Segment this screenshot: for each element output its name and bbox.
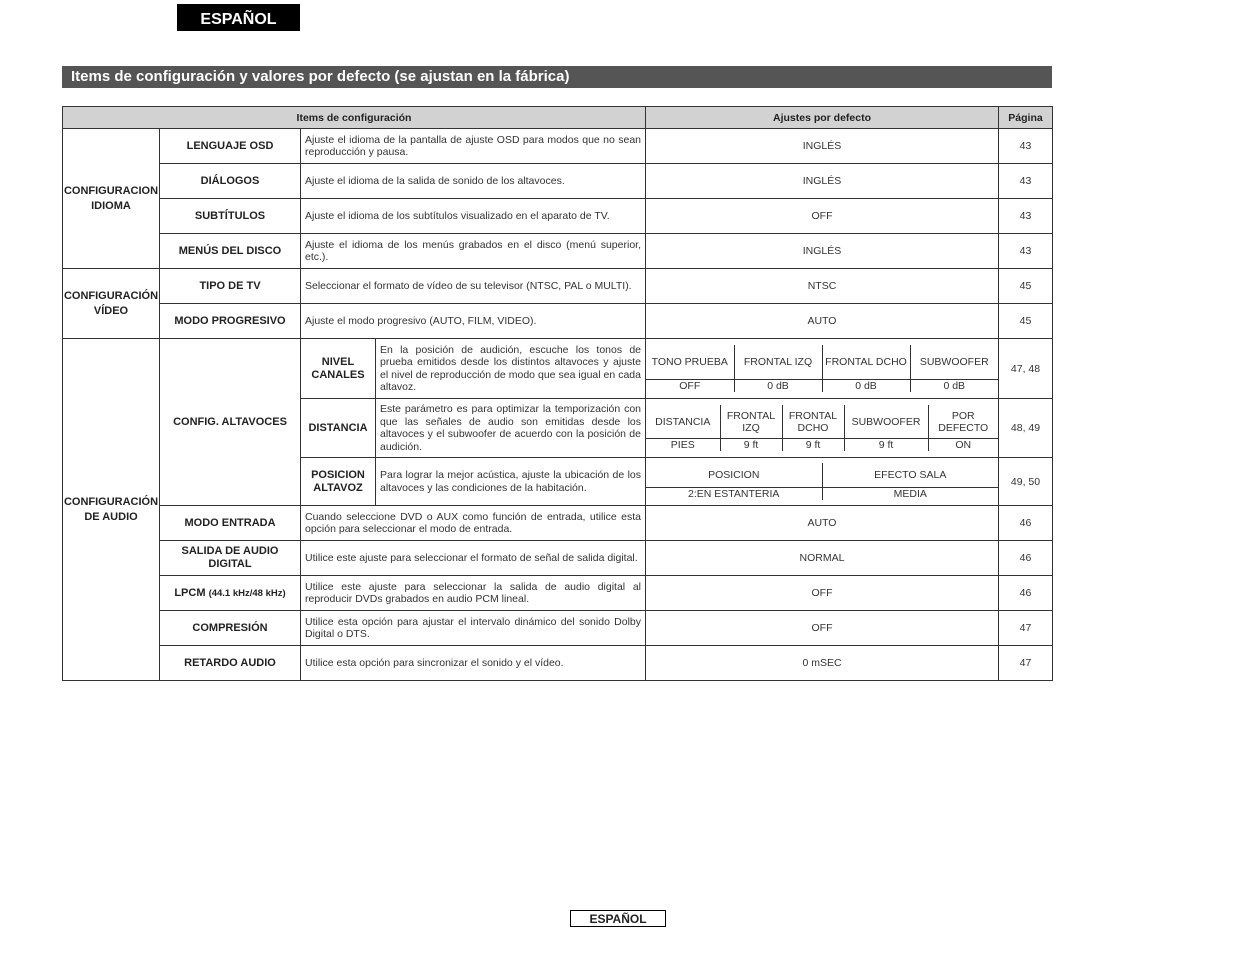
item-description: Utilice esta opción para sincronizar el sonido y el vídeo. (301, 646, 646, 681)
grid-value: 9 ft (720, 438, 782, 451)
table-row (63, 199, 1053, 234)
group-audio: CONFIGURACIÓN DE AUDIO (63, 339, 160, 681)
footer-language-label: ESPAÑOL (570, 910, 666, 927)
item-label: MENÚS DEL DISCO (160, 234, 301, 269)
table-row (63, 269, 1053, 304)
item-label: DIÁLOGOS (160, 164, 301, 199)
item-description: Utilice este ajuste para seleccionar el formato de señal de salida digital. (301, 541, 646, 576)
default-value: NORMAL (646, 541, 999, 576)
header-page: Página (999, 107, 1053, 129)
item-label: SALIDA DE AUDIO DIGITAL (160, 541, 301, 576)
default-value: 0 mSEC (646, 646, 999, 681)
page-ref: 45 (999, 304, 1053, 339)
header-defaults: Ajustes por defecto (646, 107, 999, 129)
page-ref: 47 (999, 611, 1053, 646)
item-description: Seleccionar el formato de vídeo de su televisor (NTSC, PAL o MULTI). (301, 269, 646, 304)
item-label: RETARDO AUDIO (160, 646, 301, 681)
item-label: CONFIG. ALTAVOCES (160, 339, 301, 506)
item-label: LENGUAJE OSD (160, 129, 301, 164)
item-description: Ajuste el idioma de los menús grabados en el disco (menú superior, etc.). (301, 234, 646, 269)
grid-header: FRONTAL DCHO (822, 345, 910, 380)
page-ref: 45 (999, 269, 1053, 304)
grid-header: EFECTO SALA (822, 463, 998, 487)
table-row (63, 576, 1053, 611)
section-title: Items de configuración y valores por defecto (se ajustan en la fábrica) (62, 66, 1052, 88)
grid-value: PIES (646, 438, 720, 451)
page-ref: 46 (999, 541, 1053, 576)
grid-value: ON (955, 438, 972, 451)
table-row (63, 541, 1053, 576)
page-ref: 43 (999, 199, 1053, 234)
grid-header: DISTANCIA (646, 405, 720, 438)
item-description: Utilice esta opción para ajustar el intervalo dinámico del sonido Dolby Digital o DTS. (301, 611, 646, 646)
item-label-main: LPCM (174, 586, 206, 599)
subitem-label: NIVEL CANALES (301, 339, 376, 399)
item-description: Este parámetro es para optimizar la temporización con que las señales de audio son emitidas desde los altavoces y el subwoofer de acuerdo con la posición de audición. (376, 399, 646, 458)
default-values-grid (646, 339, 999, 399)
default-value: AUTO (646, 304, 999, 339)
grid-header: SUBWOOFER (910, 345, 998, 380)
item-label-suffix: (44.1 kHz/48 kHz) (208, 587, 286, 599)
page-ref: 43 (999, 234, 1053, 269)
default-value: INGLÉS (646, 234, 999, 269)
default-values-grid (646, 399, 999, 458)
page-ref: 47 (999, 646, 1053, 681)
table-header-row (63, 107, 1053, 129)
item-label: MODO PROGRESIVO (160, 304, 301, 339)
table-row (63, 129, 1053, 164)
page-ref: 47, 48 (999, 339, 1053, 399)
grid-header: FRONTAL DCHO (782, 405, 844, 438)
table-row (63, 646, 1053, 681)
grid-header: FRONTAL IZQ (720, 405, 782, 438)
table-row (63, 164, 1053, 199)
table-row (63, 611, 1053, 646)
subitem-label: POSICION ALTAVOZ (301, 458, 376, 506)
config-table (62, 106, 1053, 681)
subitem-label: DISTANCIA (301, 399, 376, 458)
item-label: TIPO DE TV (160, 269, 301, 304)
item-label (160, 576, 301, 611)
grid-header: FRONTAL IZQ (734, 345, 822, 380)
item-description: Cuando seleccione DVD o AUX como función de entrada, utilice esta opción para seleccionar el modo de entrada. (301, 506, 646, 541)
group-video: CONFIGURACIÓN VÍDEO (63, 269, 160, 339)
group-idioma: CONFIGURACION IDIOMA (63, 129, 160, 269)
item-description: Ajuste el idioma de la pantalla de ajuste OSD para modos que no sean reproducción y pausa. (301, 129, 646, 164)
item-label: MODO ENTRADA (160, 506, 301, 541)
default-value: AUTO (646, 506, 999, 541)
item-description: Utilice este ajuste para seleccionar la salida de audio digital al reproducir DVDs grabados en audio PCM lineal. (301, 576, 646, 611)
item-label: COMPRESIÓN (160, 611, 301, 646)
grid-value: OFF (646, 380, 734, 393)
item-description: Ajuste el idioma de la salida de sonido de los altavoces. (301, 164, 646, 199)
header-items: Items de configuración (63, 107, 646, 129)
table-row (63, 234, 1053, 269)
item-label: SUBTÍTULOS (160, 199, 301, 234)
page-ref: 43 (999, 164, 1053, 199)
page-ref: 48, 49 (999, 399, 1053, 458)
grid-value: 0 dB (734, 380, 822, 393)
table-row (63, 339, 1053, 399)
page-ref: 49, 50 (999, 458, 1053, 506)
grid-value: 9 ft (782, 438, 844, 451)
page-ref: 46 (999, 576, 1053, 611)
grid-value: 9 ft (844, 438, 928, 451)
default-value: OFF (646, 611, 999, 646)
page-ref: 43 (999, 129, 1053, 164)
grid-value: 0 dB (822, 380, 910, 393)
default-value: OFF (646, 199, 999, 234)
language-tab: ESPAÑOL (177, 4, 300, 31)
default-value: NTSC (646, 269, 999, 304)
item-description: Para lograr la mejor acústica, ajuste la ubicación de los altavoces y las condiciones de la habitación. (376, 458, 646, 506)
grid-value: MEDIA (893, 487, 927, 500)
item-description: Ajuste el modo progresivo (AUTO, FILM, VIDEO). (301, 304, 646, 339)
grid-value: 2:EN ESTANTERIA (646, 487, 822, 500)
page-ref: 46 (999, 506, 1053, 541)
default-value: INGLÉS (646, 129, 999, 164)
item-description: Ajuste el idioma de los subtítulos visualizado en el aparato de TV. (301, 199, 646, 234)
table-row (63, 304, 1053, 339)
default-value: OFF (646, 576, 999, 611)
grid-header: POR DEFECTO (928, 405, 998, 438)
grid-value: 0 dB (943, 380, 966, 393)
default-values-grid (646, 458, 999, 506)
grid-header: POSICION (646, 463, 822, 487)
grid-header: SUBWOOFER (844, 405, 928, 438)
item-description: En la posición de audición, escuche los tonos de prueba emitidos desde los distintos altavoces y ajuste el nivel de reproducción de modo que sea igual en cada altavoz. (376, 339, 646, 399)
grid-header: TONO PRUEBA (646, 345, 734, 380)
table-row (63, 506, 1053, 541)
default-value: INGLÉS (646, 164, 999, 199)
